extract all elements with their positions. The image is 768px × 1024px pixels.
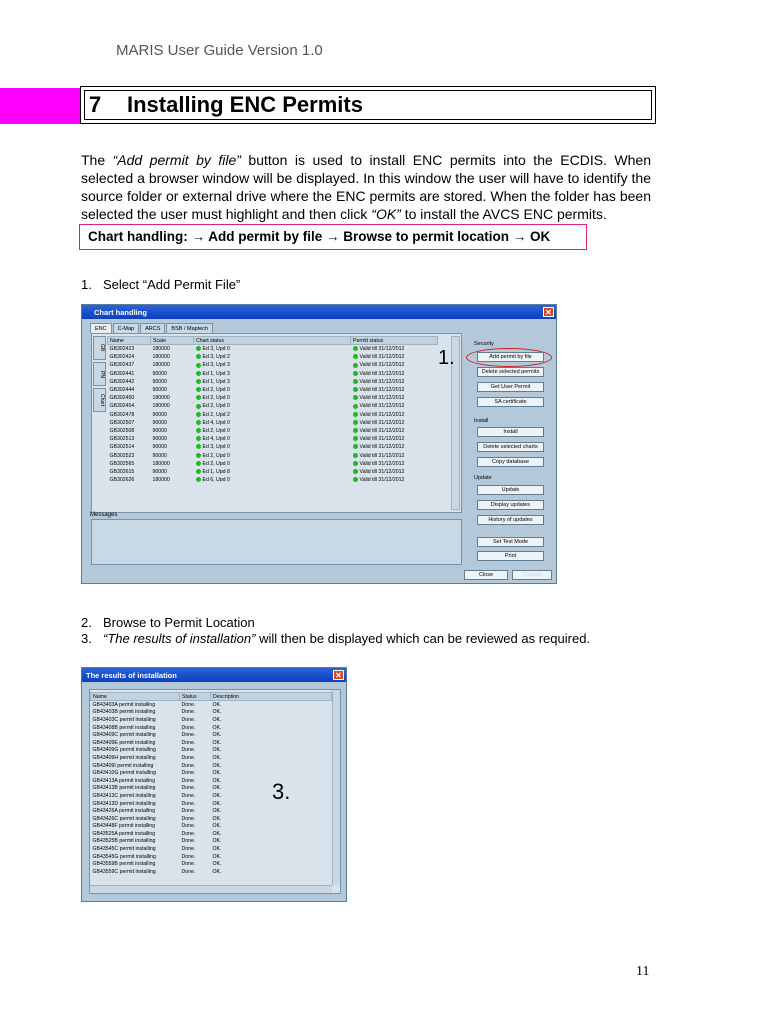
status-dot-icon [353, 354, 358, 359]
table-cell: GB43448F permit installing [92, 823, 156, 830]
table-cell: 180000 [152, 346, 170, 353]
table-row[interactable] [108, 411, 438, 419]
intro-text-2: button is used to install ENC permits into the ECDIS. When selected a browser window will be displayed. In this window the user will have to identify the source folder or external drive where the ENC permits are stored. When the folder has been selected the user must highlight and then click [81, 152, 652, 222]
table-row[interactable] [91, 754, 332, 762]
table-row[interactable] [91, 807, 332, 815]
update-group-label: Update [474, 475, 492, 481]
table-cell: Done. [181, 830, 196, 837]
table-cell: Ed 2, Upd 0 [202, 452, 230, 459]
close-icon[interactable]: ✕ [333, 670, 344, 680]
table-cell: 90000 [152, 419, 167, 426]
table-cell: OK. [212, 838, 222, 845]
table-cell: GB43413A permit installing [92, 777, 156, 784]
table-row[interactable] [108, 402, 438, 410]
table-row[interactable] [108, 435, 438, 443]
table-cell: Done. [181, 838, 196, 845]
column-header-status[interactable]: Status [180, 693, 211, 701]
table-row[interactable] [91, 800, 332, 808]
table-cell: Valid till 31/12/2012 [359, 411, 405, 418]
table-cell: 90000 [152, 411, 167, 418]
table-cell: GB302424 [109, 354, 135, 361]
table-row[interactable] [91, 739, 332, 747]
step-text: Browse to Permit Location [103, 615, 255, 630]
table-cell: GB43403C permit installing [92, 716, 156, 723]
callout-1: 1. [438, 347, 455, 369]
table-row[interactable] [91, 823, 332, 831]
table-cell: Valid till 31/12/2012 [359, 460, 405, 467]
table-cell: GB302450 [109, 395, 135, 402]
table-cell: Done. [181, 861, 196, 868]
table-cell: OK. [212, 853, 222, 860]
table-cell: Done. [181, 732, 196, 739]
step-number: 1. [81, 277, 92, 292]
table-cell: Valid till 31/12/2012 [359, 403, 405, 410]
window-title: The results of installation [86, 671, 177, 680]
table-cell: Valid till 31/12/2012 [359, 468, 405, 475]
table-row[interactable] [91, 860, 332, 868]
close-icon[interactable]: ✕ [543, 307, 554, 317]
table-cell: Ed 2, Upd 0 [202, 387, 230, 394]
table-cell: Done. [181, 716, 196, 723]
table-row[interactable] [91, 716, 332, 724]
table-cell: Ed 2, Upd 0 [202, 403, 230, 410]
table-cell: Done. [181, 777, 196, 784]
table-row[interactable] [108, 476, 438, 484]
step-number: 3. [81, 631, 92, 646]
table-cell: Ed 4, Upd 0 [202, 436, 230, 443]
table-cell: 90000 [152, 387, 167, 394]
table-cell: GB43409C permit installing [92, 732, 156, 739]
table-row[interactable] [91, 747, 332, 755]
table-row[interactable] [108, 419, 438, 427]
table-cell: OK. [212, 762, 222, 769]
intro-quote-add-permit: “Add permit by file” [112, 152, 241, 168]
status-dot-icon [196, 363, 201, 368]
table-row[interactable] [108, 353, 438, 361]
table-cell: 90000 [152, 444, 167, 451]
table-cell: 90000 [152, 468, 167, 475]
table-cell: GB43413B permit installing [92, 785, 156, 792]
table-cell: GB43559B permit installing [92, 861, 156, 868]
table-cell: GB43426A permit installing [92, 808, 156, 815]
table-row[interactable] [91, 815, 332, 823]
table-row[interactable] [91, 785, 332, 793]
table-row[interactable] [108, 345, 438, 354]
table-cell: OK. [212, 800, 222, 807]
table-cell: Done. [181, 846, 196, 853]
enc-chart-list [91, 333, 462, 513]
table-cell: Done. [181, 770, 196, 777]
table-cell: OK. [212, 732, 222, 739]
table-cell: 180000 [152, 460, 170, 467]
status-dot-icon [196, 371, 201, 376]
table-row[interactable] [91, 830, 332, 838]
column-header-name[interactable]: Name [108, 337, 151, 345]
table-row[interactable] [108, 370, 438, 378]
table-cell: GB43413C permit installing [92, 792, 156, 799]
table-cell: OK. [212, 724, 222, 731]
table-cell: GB43409H permit installing [92, 754, 156, 761]
table-cell: GB302441 [109, 370, 135, 377]
install-group-label: Install [474, 418, 489, 424]
status-dot-icon [353, 363, 358, 368]
table-cell: GB302626 [109, 477, 135, 484]
table-cell: Done. [181, 800, 196, 807]
installation-results-window [81, 667, 347, 902]
table-row[interactable] [91, 731, 332, 739]
table-cell: OK. [212, 792, 222, 799]
chart-type-tabs [90, 323, 214, 333]
table-cell: Ed 1, Upd 3 [202, 378, 230, 385]
intro-quote-ok: “OK” [371, 206, 401, 222]
table-cell: Done. [181, 724, 196, 731]
table-row[interactable] [91, 701, 332, 709]
table-cell: Valid till 31/12/2012 [359, 444, 405, 451]
table-cell: GB43426C permit installing [92, 815, 156, 822]
table-cell: GB43408B permit installing [92, 724, 156, 731]
table-cell: Ed 6, Upd 0 [202, 477, 230, 484]
section-heading [80, 86, 656, 124]
status-dot-icon [196, 477, 201, 482]
table-cell: Done. [181, 868, 196, 875]
tab-arcs[interactable]: ARCS [140, 323, 165, 333]
table-cell: Ed 2, Upd 0 [202, 460, 230, 467]
step-text: will then be displayed which can be reviewed as required. [255, 631, 591, 646]
status-dot-icon [196, 428, 201, 433]
status-dot-icon [353, 395, 358, 400]
status-dot-icon [353, 477, 358, 482]
table-cell: OK. [212, 861, 222, 868]
section-number: 7 [89, 92, 102, 117]
table-row[interactable] [108, 394, 438, 402]
status-dot-icon [353, 469, 358, 474]
step-text: Select “Add Permit File” [103, 277, 241, 292]
table-cell: Done. [181, 792, 196, 799]
print-button[interactable]: Print [477, 551, 544, 561]
table-cell: OK. [212, 830, 222, 837]
sa-certificate-button[interactable]: SA certificate [477, 397, 544, 407]
table-row[interactable] [108, 378, 438, 386]
vtab-pn[interactable]: PN [93, 362, 106, 386]
status-dot-icon [353, 436, 358, 441]
status-dot-icon [353, 412, 358, 417]
table-cell: Done. [181, 709, 196, 716]
table-cell: OK. [212, 770, 222, 777]
results-vertical-scrollbar[interactable] [332, 690, 340, 885]
table-row[interactable] [108, 460, 438, 468]
table-cell: Ed 3, Upd 2 [202, 354, 230, 361]
table-cell: Ed 3, Upd 0 [202, 444, 230, 451]
results-horizontal-scrollbar[interactable] [90, 885, 332, 893]
table-row[interactable] [91, 853, 332, 861]
table-cell: OK. [212, 739, 222, 746]
table-cell: GB43409E permit installing [92, 739, 156, 746]
table-cell: Done. [181, 808, 196, 815]
update-button[interactable]: Update [477, 485, 544, 495]
messages-box [91, 519, 462, 565]
step-1 [81, 277, 240, 292]
table-cell: OK. [212, 815, 222, 822]
table-cell: GB43525B permit installing [92, 838, 156, 845]
page-number: 11 [636, 964, 650, 979]
table-cell: Ed 4, Upd 0 [202, 419, 230, 426]
table-cell: OK. [212, 823, 222, 830]
status-dot-icon [196, 412, 201, 417]
status-dot-icon [196, 420, 201, 425]
enc-table [107, 336, 438, 484]
table-cell: Valid till 31/12/2012 [359, 419, 405, 426]
table-cell: GB43525A permit installing [92, 830, 156, 837]
set-test-mode-button[interactable]: Set Test Mode [477, 537, 544, 547]
table-cell: OK. [212, 808, 222, 815]
column-header-permit-status[interactable]: Permit status [351, 337, 438, 345]
table-cell: Valid till 31/12/2012 [359, 395, 405, 402]
table-cell: GB302454 [109, 403, 135, 410]
table-cell: OK. [212, 846, 222, 853]
callout-3: 3. [272, 779, 291, 804]
status-dot-icon [196, 395, 201, 400]
table-row[interactable] [108, 386, 438, 394]
table-cell: 180000 [152, 477, 170, 484]
history-of-updates-button[interactable]: History of updates [477, 515, 544, 525]
table-row[interactable] [108, 468, 438, 476]
intro-text-3: to install the AVCS ENC permits. [400, 206, 607, 222]
table-cell: GB302565 [109, 460, 135, 467]
tab-bsb-maptech[interactable]: BSB / Maptech [166, 323, 213, 333]
table-cell: 180000 [152, 403, 170, 410]
table-cell: GB43413D permit installing [92, 800, 156, 807]
table-row[interactable] [91, 724, 332, 732]
step-italic-title: “The results of installation” [103, 631, 256, 646]
status-dot-icon [196, 469, 201, 474]
column-header-chart-status[interactable]: Chart status [194, 337, 351, 345]
status-dot-icon [196, 436, 201, 441]
table-cell: OK. [212, 747, 222, 754]
table-row[interactable] [91, 762, 332, 770]
table-cell: 90000 [152, 436, 167, 443]
table-cell: GB43403B permit installing [92, 709, 156, 716]
window-titlebar [82, 668, 346, 682]
table-cell: OK. [212, 701, 222, 708]
table-cell: GB302437 [109, 362, 135, 369]
table-cell: OK. [212, 709, 222, 716]
status-dot-icon [196, 379, 201, 384]
install-button[interactable]: Install [477, 427, 544, 437]
table-cell: GB43409I permit installing [92, 762, 154, 769]
table-cell: GB302444 [109, 387, 135, 394]
column-header-description[interactable]: Description [211, 693, 332, 701]
table-row[interactable] [91, 769, 332, 777]
table-cell: Done. [181, 815, 196, 822]
table-cell: Done. [181, 754, 196, 761]
table-cell: Valid till 31/12/2012 [359, 370, 405, 377]
table-row[interactable] [108, 427, 438, 435]
table-cell: GB302615 [109, 468, 135, 475]
table-cell: Ed 2, Upd 0 [202, 395, 230, 402]
table-cell: GB43409G permit installing [92, 747, 156, 754]
step-2 [81, 615, 255, 630]
delete-selected-charts-button[interactable]: Delete selected charts [477, 442, 544, 452]
table-cell: GB302478 [109, 411, 135, 418]
table-cell: 90000 [152, 452, 167, 459]
delete-selected-permits-button[interactable]: Delete selected permits [477, 367, 544, 377]
table-cell: GB302442 [109, 378, 135, 385]
table-row[interactable] [91, 868, 332, 876]
table-cell: GB302507 [109, 419, 135, 426]
table-cell: Ed 1, Upd 3 [202, 370, 230, 377]
table-cell: GB43403A permit installing [92, 701, 156, 708]
column-header-name[interactable]: Name [91, 693, 180, 701]
status-dot-icon [353, 428, 358, 433]
table-cell: 180000 [152, 395, 170, 402]
table-row[interactable] [108, 443, 438, 451]
status-dot-icon [196, 453, 201, 458]
status-dot-icon [353, 346, 358, 351]
section-title: Installing ENC Permits [127, 92, 363, 117]
cancel-button[interactable]: Cancel [512, 570, 552, 580]
status-dot-icon [196, 354, 201, 359]
copy-database-button[interactable]: Copy database [477, 457, 544, 467]
table-cell: Valid till 31/12/2012 [359, 436, 405, 443]
status-dot-icon [353, 404, 358, 409]
status-dot-icon [353, 379, 358, 384]
table-row[interactable] [108, 361, 438, 369]
column-header-scale[interactable]: Scale [151, 337, 194, 345]
table-row[interactable] [91, 838, 332, 846]
table-cell: 90000 [152, 378, 167, 385]
window-title: Chart handling [94, 308, 147, 317]
menu-path-box: Chart handling: → Add permit by file → Browse to permit location → OK [79, 224, 587, 250]
status-dot-icon [196, 461, 201, 466]
table-cell: GB43410G permit installing [92, 770, 156, 777]
table-cell: Done. [181, 701, 196, 708]
table-cell: 180000 [152, 362, 170, 369]
window-titlebar [82, 305, 556, 319]
table-cell: OK. [212, 868, 222, 875]
table-cell: Valid till 31/12/2012 [359, 452, 405, 459]
table-cell: OK. [212, 785, 222, 792]
table-cell: Done. [181, 853, 196, 860]
tab-enc[interactable]: ENC [90, 323, 112, 333]
table-cell: OK. [212, 777, 222, 784]
table-cell: Valid till 31/12/2012 [359, 387, 405, 394]
table-cell: Done. [181, 747, 196, 754]
table-cell: Valid till 31/12/2012 [359, 362, 405, 369]
results-table [90, 692, 332, 876]
display-updates-button[interactable]: Display updates [477, 500, 544, 510]
table-cell: GB302523 [109, 452, 135, 459]
table-cell: Ed 3, Upd 3 [202, 362, 230, 369]
table-cell: Done. [181, 739, 196, 746]
table-row[interactable] [91, 709, 332, 717]
status-dot-icon [196, 444, 201, 449]
table-cell: OK. [212, 716, 222, 723]
security-group-label: Security [474, 341, 494, 347]
add-permit-by-file-button[interactable]: Add permit by file [477, 352, 544, 362]
table-cell: Done. [181, 823, 196, 830]
table-row[interactable] [108, 451, 438, 459]
status-dot-icon [353, 387, 358, 392]
table-cell: 90000 [152, 427, 167, 434]
messages-label: Messages [90, 512, 118, 518]
table-cell: 180000 [152, 354, 170, 361]
table-cell: GB43545G permit installing [92, 853, 156, 860]
status-dot-icon [353, 371, 358, 376]
status-dot-icon [353, 444, 358, 449]
table-cell: Done. [181, 762, 196, 769]
step-number: 2. [81, 615, 92, 630]
vtab-gb[interactable]: GB [93, 336, 106, 360]
vertical-tabs [93, 336, 106, 414]
table-cell: GB43545C permit installing [92, 846, 156, 853]
table-cell: Ed 2, Upd 0 [202, 427, 230, 434]
document-header: MARIS User Guide Version 1.0 [116, 42, 323, 59]
table-cell: Valid till 31/12/2012 [359, 354, 405, 361]
intro-text-1: The [81, 152, 113, 168]
status-dot-icon [196, 346, 201, 351]
table-cell: GB302508 [109, 427, 135, 434]
tab-cmap[interactable]: C-Map [113, 323, 140, 333]
table-cell: GB43559C permit installing [92, 868, 156, 875]
status-dot-icon [196, 387, 201, 392]
table-cell: Ed 2, Upd 2 [202, 411, 230, 418]
table-cell: Done. [181, 785, 196, 792]
table-row[interactable] [91, 777, 332, 785]
table-cell: GB302513 [109, 436, 135, 443]
section-accent-bar [0, 88, 80, 124]
table-cell: Ed 3, Upd 0 [202, 346, 230, 353]
step-3 [81, 631, 590, 646]
status-dot-icon [196, 404, 201, 409]
table-cell: GB302514 [109, 444, 135, 451]
status-dot-icon [353, 461, 358, 466]
get-user-permit-button[interactable]: Get User Permit [477, 382, 544, 392]
chart-handling-window [81, 304, 557, 584]
close-button[interactable]: Close [464, 570, 508, 580]
status-dot-icon [353, 420, 358, 425]
table-cell: GB302423 [109, 346, 135, 353]
table-cell: OK. [212, 754, 222, 761]
table-cell: Valid till 31/12/2012 [359, 346, 405, 353]
table-row[interactable] [91, 792, 332, 800]
vtab-chart[interactable]: Chart [93, 388, 106, 412]
table-cell: Ed 1, Upd 8 [202, 468, 230, 475]
table-cell: 90000 [152, 370, 167, 377]
intro-paragraph [81, 151, 651, 223]
table-cell: Valid till 31/12/2012 [359, 477, 405, 484]
table-cell: Valid till 31/12/2012 [359, 378, 405, 385]
table-cell: Valid till 31/12/2012 [359, 427, 405, 434]
status-dot-icon [353, 453, 358, 458]
table-row[interactable] [91, 845, 332, 853]
